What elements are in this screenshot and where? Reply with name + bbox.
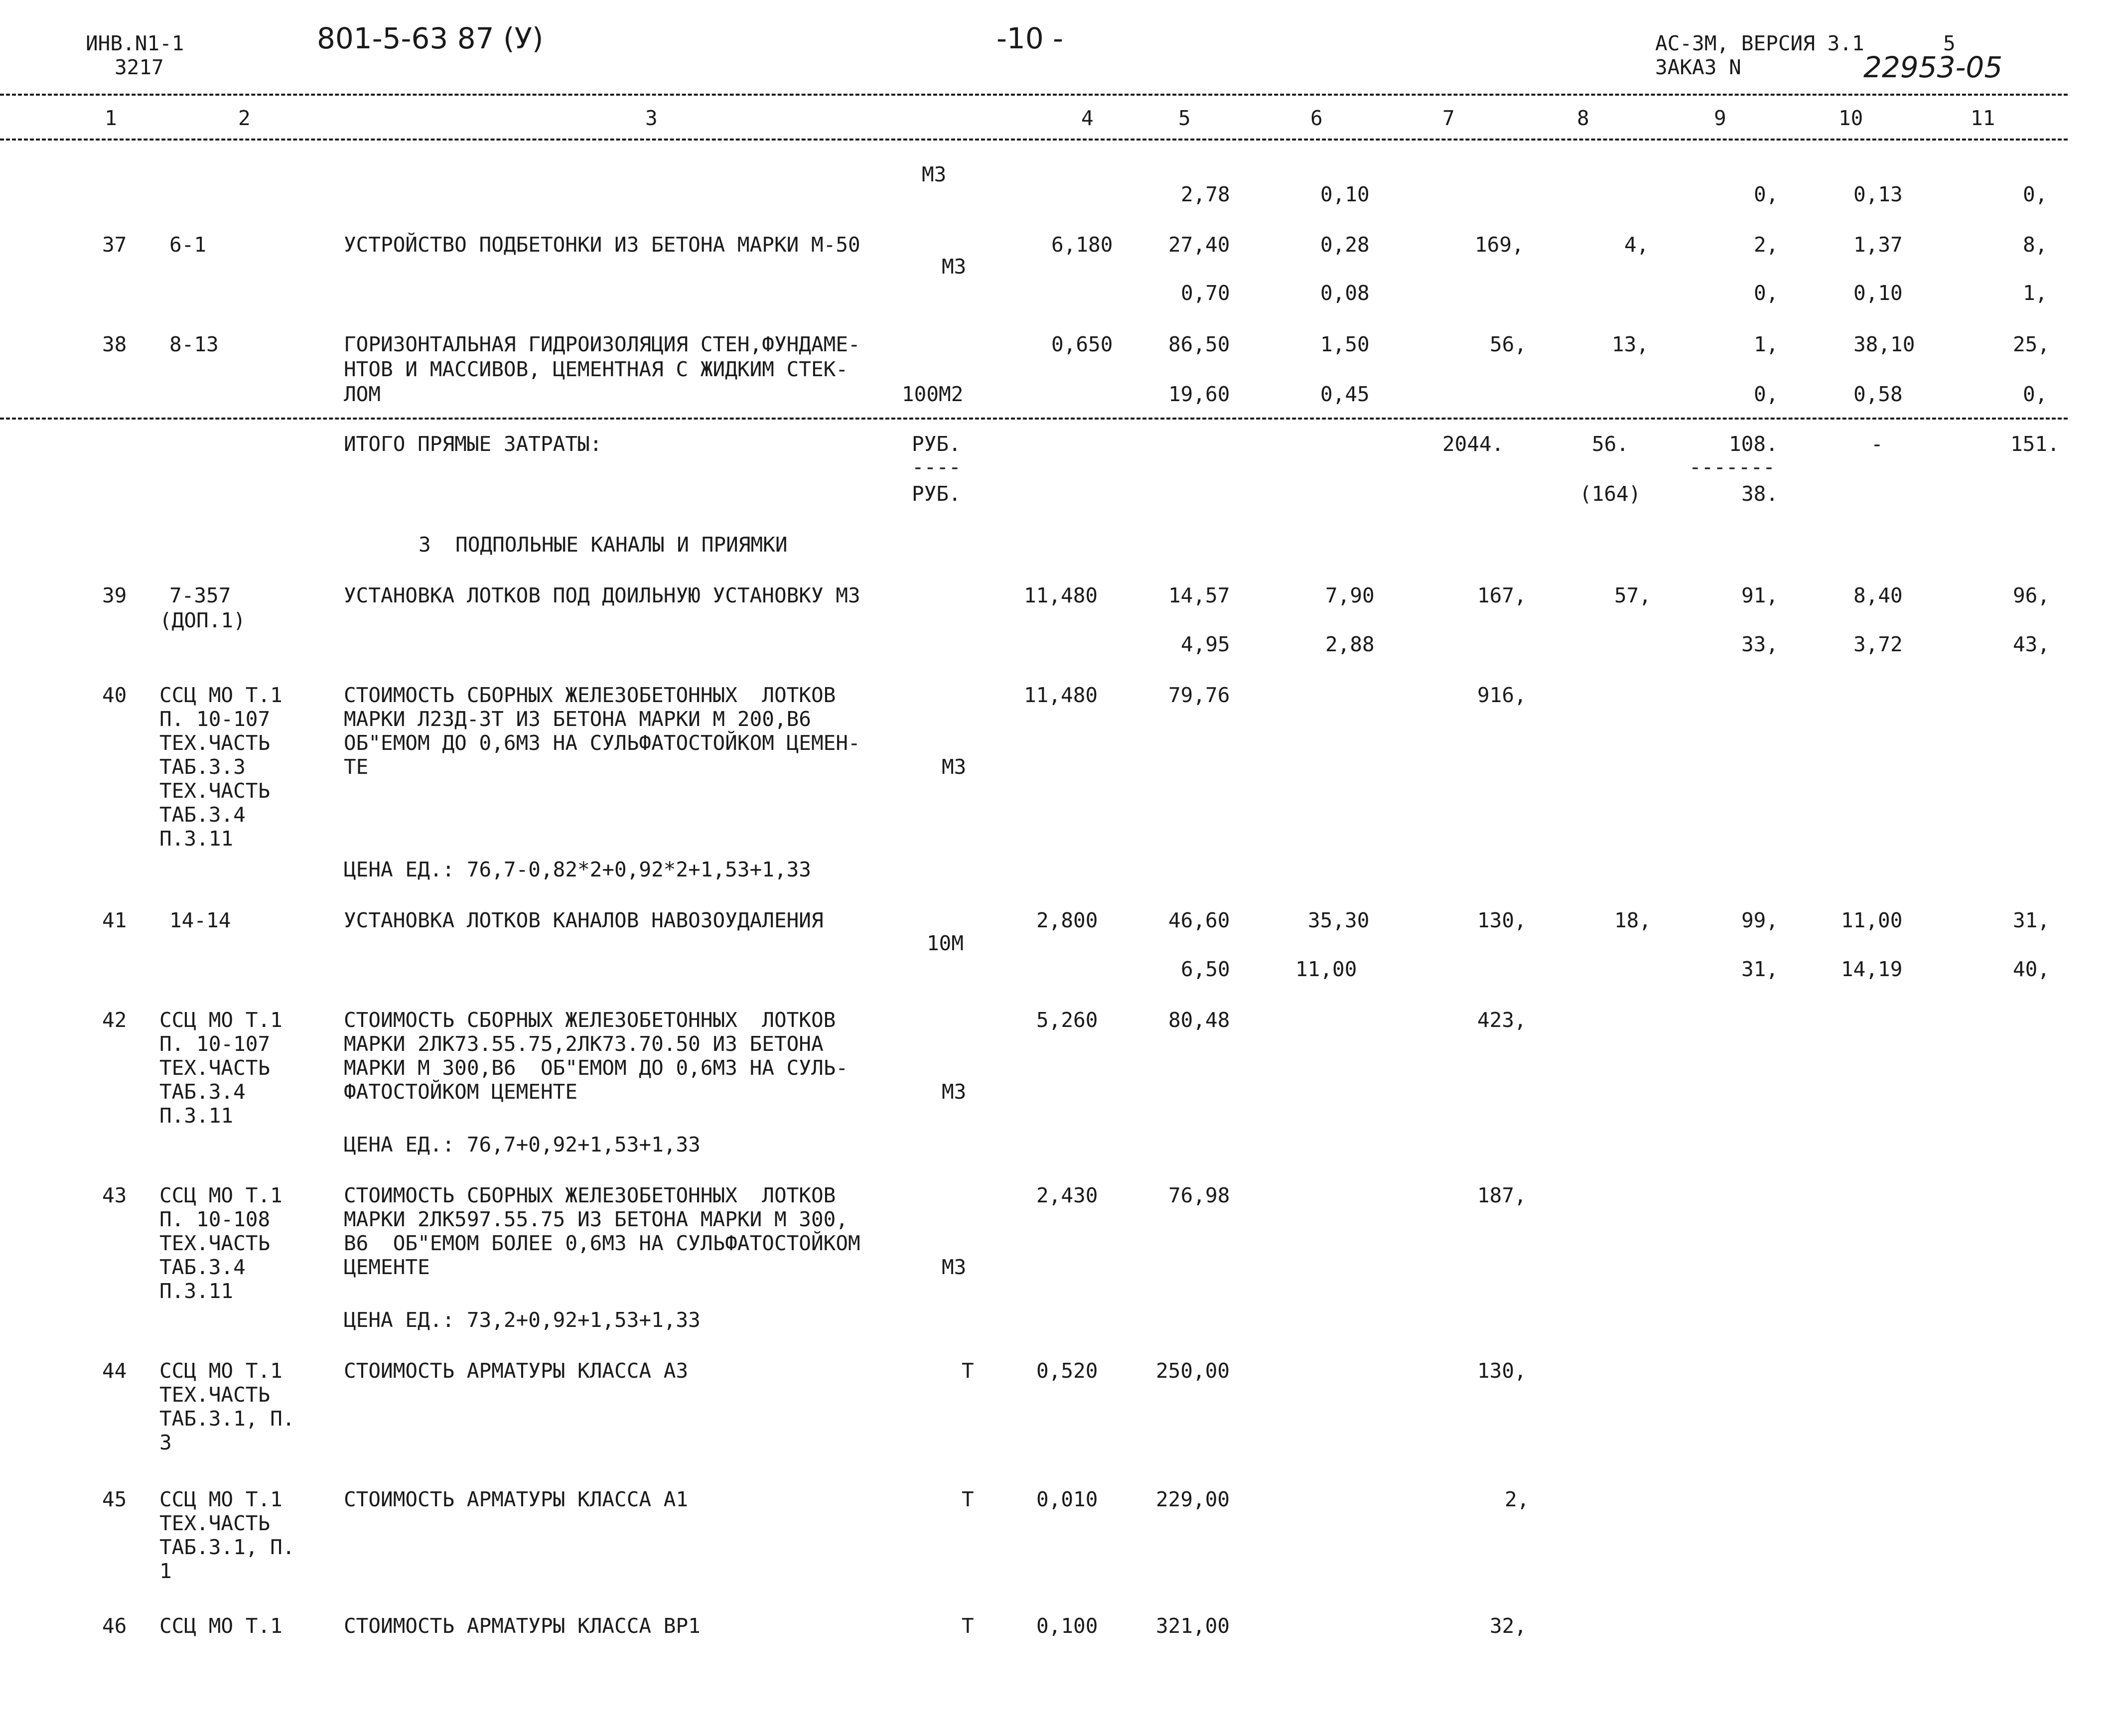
row-code: П. 10-107 — [159, 707, 271, 731]
unit: 10М — [927, 931, 964, 955]
total-c8-bracket: (164) — [1579, 482, 1641, 506]
row-code: ССЦ МО Т.1 — [159, 1359, 283, 1383]
quantity: 0,520 — [1036, 1359, 1098, 1383]
inv-label: ИНВ.N1-1 — [86, 31, 184, 55]
row-number: 38 — [102, 332, 127, 356]
row-number: 40 — [102, 683, 127, 707]
row-number: 45 — [102, 1487, 127, 1511]
row-description: УСТАНОВКА ЛОТКОВ КАНАЛОВ НАВОЗОУДАЛЕНИЯ — [344, 908, 824, 932]
row-code: ТЕХ.ЧАСТЬ — [159, 779, 271, 803]
cell: 99, — [1741, 908, 1779, 932]
row-description: СТОИМОСТЬ АРМАТУРЫ КЛАССА ВР1 — [344, 1614, 701, 1638]
col-header: 11 — [1971, 106, 1995, 130]
unit-price-formula: ЦЕНА ЕД.: 76,7+0,92+1,53+1,33 — [344, 1133, 701, 1157]
row-description: ЛОМ — [344, 382, 381, 406]
inv-number: 3217 — [115, 55, 164, 79]
cell: 0,28 — [1320, 233, 1370, 257]
cell: 0, — [1754, 182, 1779, 206]
row-description: ФАТОСТОЙКОМ ЦЕМЕНТЕ — [344, 1080, 577, 1104]
row-code: П.3.11 — [159, 1104, 234, 1128]
quantity: 0,100 — [1036, 1614, 1098, 1638]
rule — [0, 139, 2068, 141]
totals-unit: РУБ. — [912, 432, 961, 456]
col-header: 6 — [1310, 106, 1323, 130]
row-description: СТОИМОСТЬ АРМАТУРЫ КЛАССА А1 — [344, 1487, 689, 1511]
total-c8: 56. — [1592, 432, 1629, 456]
quantity: 2,800 — [1036, 908, 1098, 932]
row-number: 37 — [102, 233, 127, 257]
row-description: В6 ОБ"ЕМОМ БОЛЕЕ 0,6М3 НА СУЛЬФАТОСТОЙКОМ — [344, 1231, 860, 1255]
col-header: 9 — [1714, 106, 1726, 130]
cell: 0, — [2023, 382, 2048, 406]
cell: 38,10 — [1853, 332, 1915, 356]
col-header: 7 — [1442, 106, 1455, 130]
total-c10: - — [1871, 432, 1883, 456]
cell: 6,50 — [1181, 957, 1230, 981]
row-number: 43 — [102, 1183, 127, 1207]
unit: Т — [962, 1487, 974, 1511]
order-label: ЗАКАЗ N — [1655, 55, 1741, 79]
row-description: СТОИМОСТЬ СБОРНЫХ ЖЕЛЕЗОБЕТОННЫХ ЛОТКОВ — [344, 1183, 836, 1207]
row-code: ТАБ.3.1, П. — [159, 1407, 295, 1431]
row-code: П. 10-108 — [159, 1207, 271, 1231]
total-c7: 2044. — [1442, 432, 1504, 456]
unit: М3 — [942, 255, 967, 279]
row-number: 41 — [102, 908, 127, 932]
cell: 79,76 — [1168, 683, 1230, 707]
quantity: 6,180 — [1051, 233, 1113, 257]
cell: 130, — [1477, 1359, 1527, 1383]
total-c11: 151. — [2010, 432, 2060, 456]
row-number: 44 — [102, 1359, 127, 1383]
row-description: МАРКИ 2ЛК597.55.75 ИЗ БЕТОНА МАРКИ М 300, — [344, 1207, 848, 1231]
cell: 86,50 — [1168, 332, 1230, 356]
row-code: ССЦ МО Т.1 — [159, 1008, 283, 1032]
quantity: 0,010 — [1036, 1487, 1098, 1511]
row-description: ОБ"ЕМОМ ДО 0,6М3 НА СУЛЬФАТОСТОЙКОМ ЦЕМЕН- — [344, 731, 860, 755]
cell: 130, — [1477, 908, 1527, 932]
totals-label: ИТОГО ПРЯМЫЕ ЗАТРАТЫ: — [344, 432, 602, 456]
row-code: ТЕХ.ЧАСТЬ — [159, 1511, 271, 1535]
col-header: 4 — [1081, 106, 1094, 130]
cell: 56, — [1490, 332, 1527, 356]
cell: 43, — [2013, 632, 2050, 656]
row-code: ТЕХ.ЧАСТЬ — [159, 1231, 271, 1255]
cell: 46,60 — [1168, 908, 1230, 932]
totals-unit: РУБ. — [912, 482, 961, 506]
cell: 33, — [1741, 632, 1779, 656]
cell: 1, — [1754, 332, 1779, 356]
col-header: 2 — [238, 106, 251, 130]
cell: 0,45 — [1320, 382, 1370, 406]
unit: 100М2 — [902, 382, 964, 406]
cell: 0,58 — [1853, 382, 1903, 406]
document-code: 801-5-63 87 (У) — [317, 21, 544, 55]
cell: 2,78 — [1181, 182, 1230, 206]
cell: 0, — [1754, 382, 1779, 406]
cell: 0,70 — [1181, 281, 1230, 305]
row-number: 46 — [102, 1614, 127, 1638]
cell: 7,90 — [1325, 583, 1375, 607]
cell: 13, — [1612, 332, 1649, 356]
row-code: 14-14 — [169, 908, 231, 932]
cell: 2, — [1754, 233, 1779, 257]
unit-price-formula: ЦЕНА ЕД.: 76,7-0,82*2+0,92*2+1,53+1,33 — [344, 858, 811, 881]
row-code: ТАБ.3.4 — [159, 1255, 246, 1279]
cell: 4, — [1624, 233, 1649, 257]
row-description: УСТРОЙСТВО ПОДБЕТОНКИ ИЗ БЕТОНА МАРКИ М-50 — [344, 233, 860, 257]
row-code: 3 — [159, 1431, 172, 1454]
row-code: ССЦ МО Т.1 — [159, 683, 283, 707]
cell: 91, — [1741, 583, 1779, 607]
cell: 14,19 — [1841, 957, 1903, 981]
cell: 25, — [2013, 332, 2050, 356]
col-header: 8 — [1577, 106, 1589, 130]
row-description: МАРКИ 2ЛК73.55.75,2ЛК73.70.50 ИЗ БЕТОНА — [344, 1032, 824, 1056]
row-description: НТОВ И МАССИВОВ, ЦЕМЕНТНАЯ С ЖИДКИМ СТЕК- — [344, 357, 848, 381]
row-code: ССЦ МО Т.1 — [159, 1614, 283, 1638]
unit: М3 — [942, 1255, 967, 1279]
cell: 76,98 — [1168, 1183, 1230, 1207]
row-code: ТАБ.3.3 — [159, 755, 246, 779]
quantity: 2,430 — [1036, 1183, 1098, 1207]
cell: 80,48 — [1168, 1008, 1230, 1032]
cell: 32, — [1490, 1614, 1527, 1638]
quantity: 0,650 — [1051, 332, 1113, 356]
quantity: 11,480 — [1024, 583, 1098, 607]
quantity: 5,260 — [1036, 1008, 1098, 1032]
cell: 3,72 — [1853, 632, 1903, 656]
cell: 19,60 — [1168, 382, 1230, 406]
cell: 0,13 — [1853, 182, 1903, 206]
cell: 321,00 — [1156, 1614, 1230, 1638]
row-description: ГОРИЗОНТАЛЬНАЯ ГИДРОИЗОЛЯЦИЯ СТЕН,ФУНДАМЕ- — [344, 332, 860, 356]
cell: 2, — [1505, 1487, 1530, 1511]
page-number: -10 - — [996, 21, 1064, 55]
cell: 18, — [1614, 908, 1652, 932]
unit-price-formula: ЦЕНА ЕД.: 73,2+0,92+1,53+1,33 — [344, 1308, 701, 1332]
cell: 57, — [1614, 583, 1652, 607]
col-header: 10 — [1838, 106, 1863, 130]
dash-separator: ------- — [1689, 455, 1775, 479]
row-description: СТОИМОСТЬ СБОРНЫХ ЖЕЛЕЗОБЕТОННЫХ ЛОТКОВ — [344, 683, 836, 707]
row-code: ТЕХ.ЧАСТЬ — [159, 1056, 271, 1080]
col-header: 1 — [105, 106, 117, 130]
row-description: МАРКИ М 300,В6 ОБ"ЕМОМ ДО 0,6М3 НА СУЛЬ- — [344, 1056, 848, 1080]
row-description: УСТАНОВКА ЛОТКОВ ПОД ДОИЛЬНУЮ УСТАНОВКУ М3 — [344, 583, 860, 607]
col-header: 3 — [645, 106, 658, 130]
total-c9-second: 38. — [1741, 482, 1779, 506]
cell: 2,88 — [1325, 632, 1375, 656]
row-code: ССЦ МО Т.1 — [159, 1487, 283, 1511]
row-description: СТОИМОСТЬ АРМАТУРЫ КЛАССА А3 — [344, 1359, 689, 1383]
cell: 4,95 — [1181, 632, 1230, 656]
row-code: П. 10-107 — [159, 1032, 271, 1056]
row-code: 6-1 — [169, 233, 207, 257]
row-description: ТЕ — [344, 755, 369, 779]
dash-separator: ---- — [912, 455, 961, 479]
cell: 1,37 — [1853, 233, 1903, 257]
row-code: П.3.11 — [159, 827, 234, 851]
cell: 11,00 — [1295, 957, 1357, 981]
row-number: 42 — [102, 1008, 127, 1032]
unit: М3 — [942, 755, 967, 779]
cell: 0,08 — [1320, 281, 1370, 305]
quantity: 11,480 — [1024, 683, 1098, 707]
order-number: 22953-05 — [1863, 50, 2003, 84]
cell: 916, — [1477, 683, 1527, 707]
row-description: ЦЕМЕНТЕ — [344, 1255, 430, 1279]
cell: 250,00 — [1156, 1359, 1230, 1383]
total-c9: 108. — [1729, 432, 1778, 456]
section-title: 3 ПОДПОЛЬНЫЕ КАНАЛЫ И ПРИЯМКИ — [419, 533, 788, 557]
cell: 169, — [1475, 233, 1524, 257]
rule — [0, 418, 2068, 420]
program-page: 5 — [1943, 31, 1956, 55]
cell: 229,00 — [1156, 1487, 1230, 1511]
rule — [0, 94, 2068, 96]
cell: 8, — [2023, 233, 2048, 257]
cell: 0,10 — [1853, 281, 1903, 305]
cell: 14,57 — [1168, 583, 1230, 607]
row-code: П.3.11 — [159, 1279, 234, 1303]
row-code: ТАБ.3.1, П. — [159, 1535, 295, 1559]
cell: 0,10 — [1320, 182, 1370, 206]
cell: 167, — [1477, 583, 1527, 607]
row-number: 39 — [102, 583, 127, 607]
cell: 96, — [2013, 583, 2050, 607]
row-code: 1 — [159, 1559, 172, 1583]
row-code: ТЕХ.ЧАСТЬ — [159, 731, 271, 755]
row-code: (ДОП.1) — [159, 608, 246, 632]
cell: 0, — [2023, 182, 2048, 206]
cell: 31, — [2013, 908, 2050, 932]
cell: 31, — [1741, 957, 1779, 981]
cell: 8,40 — [1853, 583, 1903, 607]
cell: 423, — [1477, 1008, 1527, 1032]
col-header: 5 — [1178, 106, 1191, 130]
cell: 40, — [2013, 957, 2050, 981]
row-code: 8-13 — [169, 332, 219, 356]
cell: 27,40 — [1168, 233, 1230, 257]
program-version: АС-3М, ВЕРСИЯ 3.1 — [1655, 31, 1864, 55]
row-description: МАРКИ Л23Д-3Т ИЗ БЕТОНА МАРКИ М 200,В6 — [344, 707, 811, 731]
cell: 0, — [1754, 281, 1779, 305]
cell: 35,30 — [1308, 908, 1370, 932]
row-code: ТАБ.3.4 — [159, 803, 246, 827]
unit: М3 — [922, 162, 947, 186]
row-code: ССЦ МО Т.1 — [159, 1183, 283, 1207]
row-code: 7-357 — [169, 583, 231, 607]
unit: Т — [962, 1614, 974, 1638]
unit: Т — [962, 1359, 974, 1383]
row-description: СТОИМОСТЬ СБОРНЫХ ЖЕЛЕЗОБЕТОННЫХ ЛОТКОВ — [344, 1008, 836, 1032]
cell: 1,50 — [1320, 332, 1370, 356]
unit: М3 — [942, 1080, 967, 1104]
cell: 11,00 — [1841, 908, 1903, 932]
cell: 1, — [2023, 281, 2048, 305]
row-code: ТАБ.3.4 — [159, 1080, 246, 1104]
row-code: ТЕХ.ЧАСТЬ — [159, 1383, 271, 1407]
cell: 187, — [1477, 1183, 1527, 1207]
